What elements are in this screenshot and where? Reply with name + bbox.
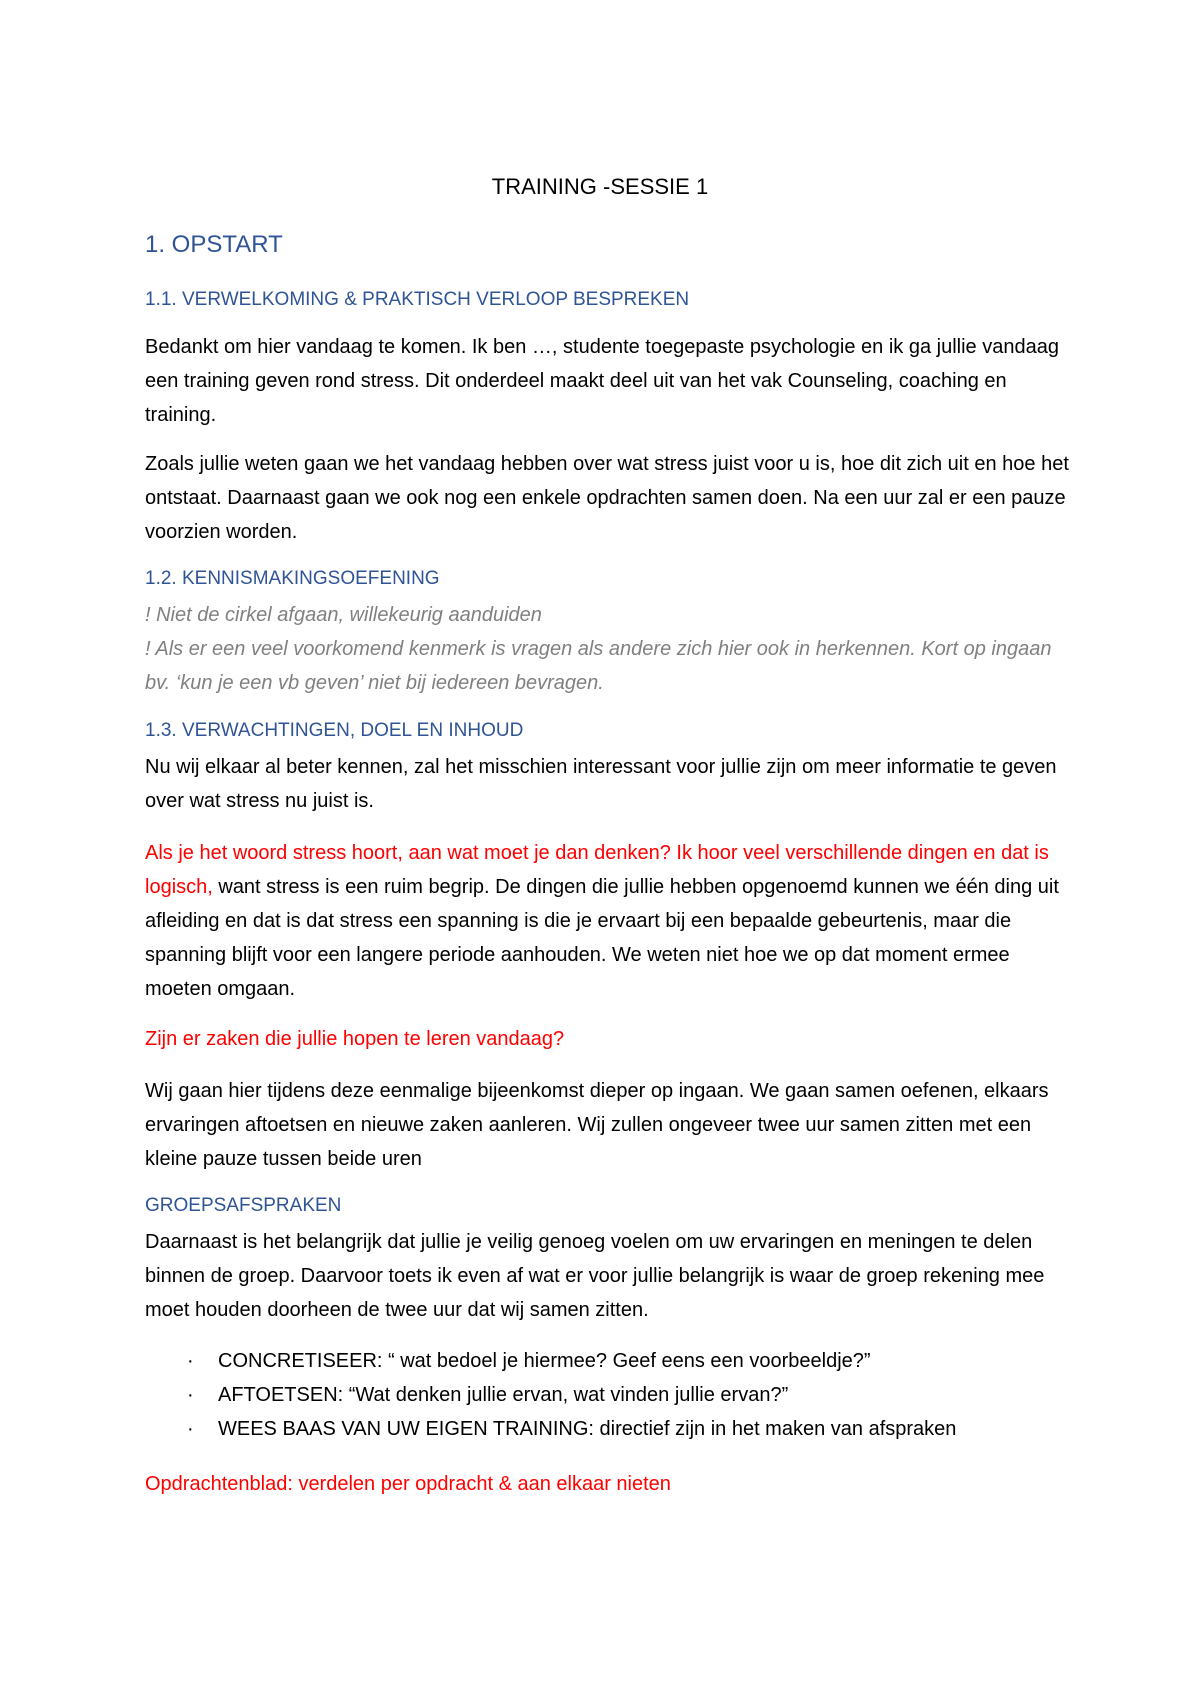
list-item	[145, 1412, 1075, 1446]
note-common-trait: ! Als er een veel voorkomend kenmerk is vragen als andere zich hier ook in herkennen. Kort op ingaan bv. ‘kun je een vb geven’ niet bij iedereen bevragen.	[145, 638, 1052, 694]
list-item	[145, 1378, 1075, 1412]
note-circle: ! Niet de cirkel afgaan, willekeurig aanduiden	[145, 604, 542, 626]
paragraph-welcome: Bedankt om hier vandaag te komen. Ik ben …, studente toegepaste psychologie en ik ga jullie vandaag een training geven rond stress. Dit onderdeel maakt deel uit van het vak Counseling, coaching en training.	[145, 336, 1059, 426]
stress-question-red: Als je het woord stress hoort, aan wat moet je dan denken? Ik hoor veel verschillende dingen en dat is logisch,	[145, 842, 1049, 898]
list-item-text: AFTOETSEN: “Wat denken jullie ervan, wat vinden jullie ervan?”	[218, 1384, 789, 1406]
bullet-icon: ·	[187, 1350, 194, 1372]
subsection-heading-1-2: 1.2. KENNISMAKINGSOEFENING	[145, 568, 440, 589]
paragraph-overview: Zoals jullie weten gaan we het vandaag hebben over wat stress juist voor u is, hoe dit zich uit en hoe het ontstaat. Daarnaast gaan we ook nog een enkele opdrachten samen doen. Na een uur zal er een pauze voorzien worden.	[145, 453, 1069, 543]
subsection-heading-1-3: 1.3. VERWACHTINGEN, DOEL EN INHOUD	[145, 720, 524, 741]
question-learning-goals: Zijn er zaken die jullie hopen te leren vandaag?	[145, 1028, 565, 1050]
document-title: TRAINING -SESSIE 1	[491, 174, 709, 199]
list-item-text: CONCRETISEER: “ wat bedoel je hiermee? Geef eens een voorbeeldje?”	[218, 1350, 871, 1372]
bullet-icon: ·	[187, 1384, 194, 1406]
paragraph-session-plan: Wij gaan hier tijdens deze eenmalige bijeenkomst dieper op ingaan. We gaan samen oefenen, elkaars ervaringen aftoetsen en nieuwe zaken aanleren. Wij zullen ongeveer twee uur samen zitten met een kleine pauze tussen beide uren	[145, 1080, 1049, 1170]
bullet-icon: ·	[187, 1418, 194, 1440]
paragraph-group-agreements: Daarnaast is het belangrijk dat jullie je veilig genoeg voelen om uw ervaringen en meningen te delen binnen de groep. Daarvoor toets ik even af wat er voor jullie belangrijk is waar de groep rekening mee moet houden doorheen de twee uur dat wij samen zitten.	[145, 1231, 1045, 1321]
stress-explanation: want stress is een ruim begrip. De dingen die jullie hebben opgenoemd kunnen we één ding uit afleiding en dat is dat stress een spanning is die je ervaart bij een bepaalde gebeurtenis, maar die spanning blijft voor een langere periode aanhouden. We weten niet hoe we op dat moment ermee moeten omgaan.	[145, 876, 1059, 1000]
closing-instruction: Opdrachtenblad: verdelen per opdracht & aan elkaar nieten	[145, 1473, 671, 1495]
paragraph-stress-definition	[145, 836, 1075, 1006]
section-heading-opstart: 1. OPSTART	[145, 231, 283, 258]
agreements-list	[145, 1344, 1075, 1446]
subsection-heading-groepsafspraken: GROEPSAFSPRAKEN	[145, 1195, 342, 1216]
paragraph-intro-stress: Nu wij elkaar al beter kennen, zal het misschien interessant voor jullie zijn om meer informatie te geven over wat stress nu juist is.	[145, 756, 1057, 812]
list-item-text: WEES BAAS VAN UW EIGEN TRAINING: directief zijn in het maken van afspraken	[218, 1418, 957, 1440]
list-item	[145, 1344, 1075, 1378]
subsection-heading-1-1: 1.1. VERWELKOMING & PRAKTISCH VERLOOP BESPREKEN	[145, 289, 690, 310]
